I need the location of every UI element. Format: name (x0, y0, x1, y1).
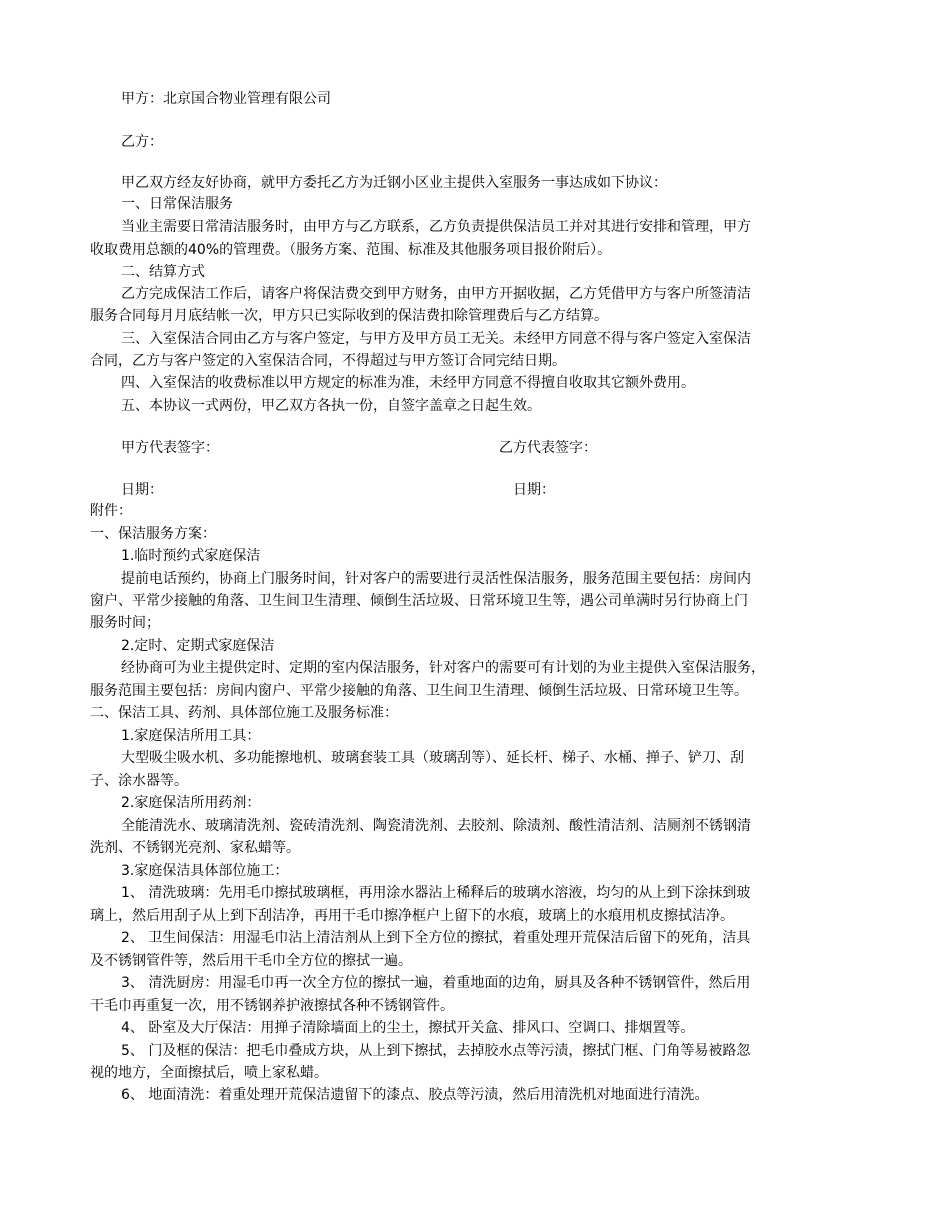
section-5-line: 五、本协议一式两份，甲乙双方各执一份，自签字盖章之日起生效。 (121, 398, 541, 414)
section-2-title: 二、结算方式 (121, 264, 205, 280)
appendix-1-title: 一、保洁服务方案： (90, 526, 216, 542)
party-b-line: 乙方： (121, 134, 163, 150)
appendix-heading: 附件： (90, 503, 132, 519)
appendix-1-2-line-1: 经协商可为业主提供定时、定期的室内保洁服务，针对客户的需要可有计划的为业主提供入室保洁服务， (121, 660, 765, 676)
section-2-line-1: 乙方完成保洁工作后，请客户将保洁费交到甲方财务，由甲方开据收据，乙方凭借甲方与客户所签清洁 (121, 286, 751, 302)
section-2-line-2: 服务合同每月月底结帐一次，甲方只已实际收到的保洁费扣除管理费后与乙方结算。 (90, 308, 608, 324)
signature-b-label: 乙方代表签字： (499, 440, 597, 456)
section-1-line-2: 收取费用总额的40%的管理费。（服务方案、范围、标准及其他服务项目报价附后）。 (90, 242, 612, 258)
section-1-title: 一、日常保洁服务 (121, 196, 233, 212)
intro-paragraph: 甲乙双方经友好协商，就甲方委托乙方为迁钢小区业主提供入室服务一事达成如下协议： (121, 175, 667, 191)
date-a-label: 日期： (121, 482, 163, 498)
signature-a-label: 甲方代表签字： (121, 440, 219, 456)
appendix-1-1-line-1: 提前电话预约，协商上门服务时间，针对客户的需要进行灵活性保洁服务，服务范围主要包括：房间内 (121, 571, 751, 587)
appendix-2-1-title: 1.家庭保洁所用工具： (121, 728, 261, 744)
item-1-line-2: 璃上，然后用刮子从上到下刮洁净，再用干毛巾擦净框户上留下的水痕，玻璃上的水痕用机皮擦拭洁净。 (90, 908, 734, 924)
appendix-2-1-line-1: 大型吸尘吸水机、多功能擦地机、玻璃套装工具（玻璃刮等）、延长杆、梯子、水桶、掸子、铲刀、刮 (121, 750, 744, 766)
appendix-1-1-line-3: 服务时间； (90, 615, 160, 631)
section-3-line-1: 三、入室保洁合同由乙方与客户签定，与甲方及甲方员工无关。未经甲方同意不得与客户签定入室保洁 (121, 331, 751, 347)
date-b-label: 日期： (513, 482, 555, 498)
item-2-line-2: 及不锈钢管件等，然后用干毛巾全方位的擦拭一遍。 (90, 953, 412, 969)
item-4-line: 4、 卧室及大厅保洁：用掸子清除墙面上的尘土，擦拭开关盒、排风口、空调口、排烟置等。 (121, 1020, 695, 1036)
appendix-2-1-line-2: 子、涂水器等。 (90, 773, 188, 789)
appendix-1-1-line-2: 窗户、平常少接触的角落、卫生间卫生清理、倾倒生活垃圾、日常环境卫生等，遇公司单满时另行协商上门 (90, 593, 748, 609)
item-5-line-2: 视的地方，全面擦拭后，喷上家私蜡。 (90, 1065, 328, 1081)
item-6-line: 6、 地面清洗：着重处理开荒保洁遗留下的漆点、胶点等污渍，然后用清洗机对地面进行清洗。 (121, 1087, 709, 1103)
item-2-line-1: 2、 卫生间保洁：用湿毛巾沾上清洁剂从上到下全方位的擦拭，着重处理开荒保洁后留下的死角，洁具 (121, 930, 751, 946)
appendix-2-2-line-2: 洗剂、不锈钢光亮剂、家私蜡等。 (90, 840, 300, 856)
appendix-2-title: 二、保洁工具、药剂、具体部位施工及服务标准： (90, 705, 398, 721)
item-1-line-1: 1、 清洗玻璃：先用毛巾擦拭玻璃框，再用涂水器沾上稀释后的玻璃水溶液，均匀的从上到下涂抹到玻 (121, 885, 751, 901)
appendix-2-2-title: 2.家庭保洁所用药剂： (121, 795, 261, 811)
appendix-1-2-title: 2.定时、定期式家庭保洁 (121, 638, 275, 654)
appendix-2-2-line-1: 全能清洗水、玻璃清洗剂、瓷砖清洗剂、陶瓷清洗剂、去胶剂、除渍剂、酸性清洁剂、洁厕剂不锈钢清 (121, 818, 751, 834)
section-4-line: 四、入室保洁的收费标准以甲方规定的标准为准，未经甲方同意不得擅自收取其它额外费用。 (121, 375, 695, 391)
appendix-1-1-title: 1.临时预约式家庭保洁 (121, 548, 261, 564)
appendix-1-2-line-2: 服务范围主要包括：房间内窗户、平常少接触的角落、卫生间卫生清理、倾倒生活垃圾、日常环境卫生等。 (90, 683, 748, 699)
section-3-line-2: 合同，乙方与客户签定的入室保洁合同，不得超过与甲方签订合同完结日期。 (90, 353, 566, 369)
item-3-line-2: 干毛巾再重复一次，用不锈钢养护液擦拭各种不锈钢管件。 (90, 998, 454, 1014)
item-5-line-1: 5、 门及框的保洁：把毛巾叠成方块，从上到下擦拭，去掉胶水点等污渍，擦拭门框、门角等易被路忽 (121, 1043, 751, 1059)
item-3-line-1: 3、 清洗厨房：用湿毛巾再一次全方位的擦拭一遍，着重地面的边角，厨具及各种不锈钢管件，然后用 (121, 975, 751, 991)
section-1-line-1: 当业主需要日常清洁服务时，由甲方与乙方联系，乙方负责提供保洁员工并对其进行安排和管理，甲方 (121, 219, 751, 235)
appendix-2-3-title: 3.家庭保洁具体部位施工： (121, 863, 289, 879)
party-a-line: 甲方：北京国合物业管理有限公司 (121, 91, 331, 107)
